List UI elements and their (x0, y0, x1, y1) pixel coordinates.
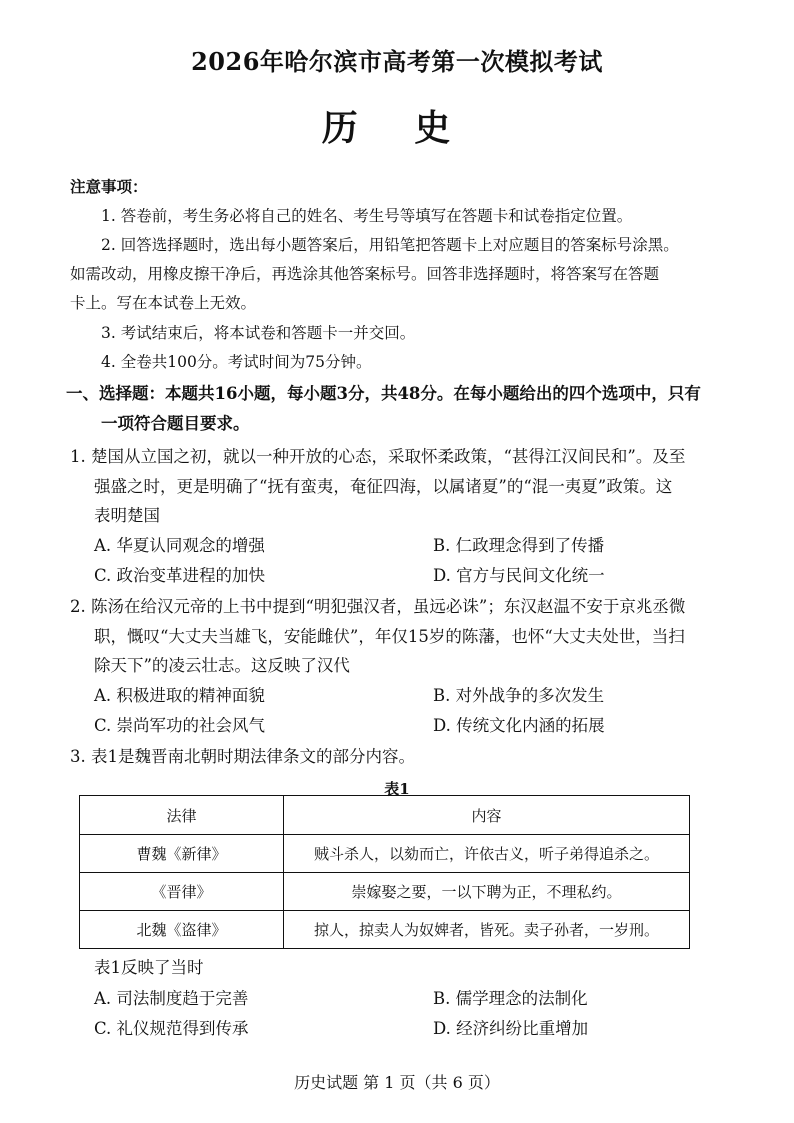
notice-line: 1. 答卷前，考生务必将自己的姓名、考生号等填写在答题卡和试卷指定位置。 (101, 207, 633, 225)
question-2-stem: 职，慨叹“大丈夫当雄飞，安能雌伏”，年仅15岁的陈藩，也怀“大丈夫处世，当扫 (94, 627, 685, 646)
section-heading: 一、选择题：本题共16小题，每小题3分，共48分。在每小题给出的四个选项中，只有 (66, 384, 701, 403)
question-1-option-a[interactable]: A. 华夏认同观念的增强 (94, 536, 265, 555)
table-cell-law: 北魏《盗律》 (80, 911, 284, 949)
question-2-option-a[interactable]: A. 积极进取的精神面貌 (94, 686, 265, 705)
table-cell-law: 《晋律》 (80, 873, 284, 911)
question-3-stem: 3. 表1是魏晋南北朝时期法律条文的部分内容。 (70, 747, 415, 766)
question-1-stem: 强盛之时，更是明确了“抚有蛮夷，奄征四海，以属诸夏”的“混一夷夏”政策。这 (94, 477, 673, 496)
question-2-option-d[interactable]: D. 传统文化内涵的拓展 (433, 716, 605, 735)
question-1-option-b[interactable]: B. 仁政理念得到了传播 (433, 536, 605, 555)
table-caption: 表1 (384, 780, 410, 798)
subject-title: 历 史 (321, 107, 473, 149)
question-2-stem: 2. 陈汤在给汉元帝的上书中提到“明犯强汉者，虽远必诛”；东汉赵温不安于京兆丞微 (70, 597, 686, 616)
notice-line: 4. 全卷共100分。考试时间为75分钟。 (101, 353, 372, 371)
table-header-content: 内容 (284, 796, 690, 835)
question-2-option-c[interactable]: C. 崇尚军功的社会风气 (94, 716, 266, 735)
question-3-lead: 表1反映了当时 (94, 958, 204, 977)
law-table (79, 795, 690, 949)
notice-line: 卡上。写在本试卷上无效。 (70, 294, 257, 312)
question-1-stem: 1. 楚国从立国之初，就以一种开放的心态，采取怀柔政策，“甚得江汉间民和”。及至 (70, 447, 686, 466)
exam-title: 2026年哈尔滨市高考第一次模拟考试 (191, 47, 603, 76)
notice-heading: 注意事项： (70, 177, 148, 196)
question-2-stem: 除天下”的凌云壮志。这反映了汉代 (94, 656, 350, 675)
table-cell-content: 掠人，掠卖人为奴婢者，皆死。卖子孙者，一岁刑。 (284, 911, 690, 949)
question-1-option-d[interactable]: D. 官方与民间文化统一 (433, 566, 605, 585)
question-2-option-b[interactable]: B. 对外战争的多次发生 (433, 686, 605, 705)
notice-line: 2. 回答选择题时，选出每小题答案后，用铅笔把答题卡上对应题目的答案标号涂黑。 (101, 236, 679, 254)
question-3-option-a[interactable]: A. 司法制度趋于完善 (94, 989, 249, 1008)
table-cell-content: 崇嫁娶之要，一以下聘为正，不理私约。 (284, 873, 690, 911)
section-heading-cont: 一项符合题目要求。 (101, 414, 250, 433)
table-cell-law: 曹魏《新律》 (80, 835, 284, 873)
question-3-option-c[interactable]: C. 礼仪规范得到传承 (94, 1019, 249, 1038)
table-row (80, 911, 690, 949)
question-3-option-b[interactable]: B. 儒学理念的法制化 (433, 989, 588, 1008)
page-footer: 历史试题 第 1 页（共 6 页） (294, 1073, 500, 1092)
notice-line: 如需改动，用橡皮擦干净后，再选涂其他答案标号。回答非选择题时，将答案写在答题 (70, 265, 660, 283)
table-cell-content: 贼斗杀人，以劾而亡，许依古义，听子弟得追杀之。 (284, 835, 690, 873)
table-row (80, 873, 690, 911)
table-header-law: 法律 (80, 796, 284, 835)
question-3-option-d[interactable]: D. 经济纠纷比重增加 (433, 1019, 589, 1038)
question-1-option-c[interactable]: C. 政治变革进程的加快 (94, 566, 266, 585)
table-header-row (80, 796, 690, 835)
notice-line: 3. 考试结束后，将本试卷和答题卡一并交回。 (101, 324, 416, 342)
question-1-stem: 表明楚国 (94, 506, 160, 525)
table-row (80, 835, 690, 873)
